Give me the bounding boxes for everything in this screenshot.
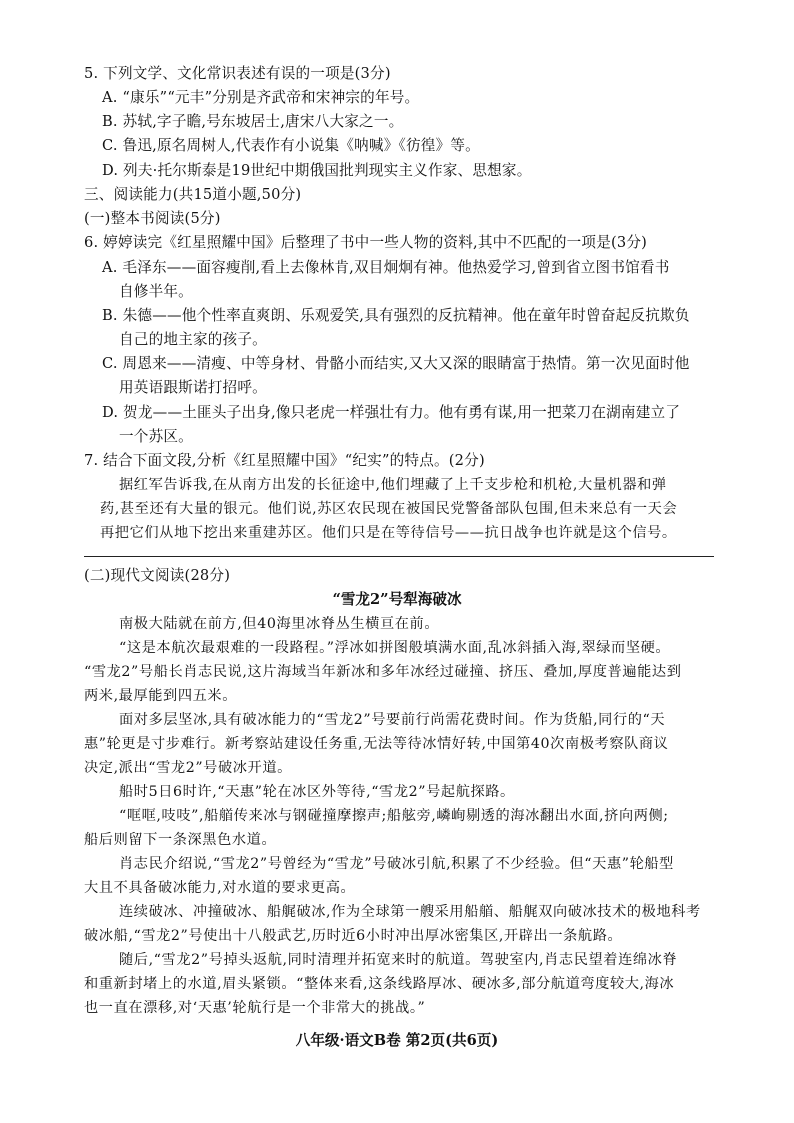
section-3-title: 三、阅读能力(共15道小题,50分) [84, 186, 302, 203]
article-line: 连续破冰、冲撞破冰、船艉破冰,作为全球第一艘采用船艏、船艉双向破冰技术的极地科考 [119, 904, 701, 920]
article-line: 船时5日6时许,“天惠”轮在冰区外等待,“雪龙2”号起航探路。 [119, 784, 515, 800]
article-line: 面对多层坚冰,具有破冰能力的“雪龙2”号要前行尚需花费时间。作为货船,同行的“天 [119, 712, 666, 728]
article-line: 大且不具备破冰能力,对水道的要求更高。 [84, 880, 356, 896]
part-1-title: (一)整本书阅读(5分) [84, 210, 221, 227]
article-line: 肖志民介绍说,“雪龙2”号曾经为“雪龙”号破冰引航,积累了不少经验。但“天惠”轮船型 [119, 856, 674, 872]
question-6-option-a-cont: 自修半年。 [119, 283, 193, 300]
article-line: 破冰船,“雪龙2”号使出十八般武艺,历时近6小时冲出厚冰密集区,开辟出一条航路。 [84, 928, 623, 944]
article-line: “雪龙2”号船长肖志民说,这片海域当年新冰和多年冰经过碰撞、挤压、叠加,厚度普遍能达到 [84, 664, 682, 680]
article-line: 决定,派出“雪龙2”号破冰开道。 [84, 760, 292, 776]
question-7-stem: 7. 结合下面文段,分析《红星照耀中国》“纪实”的特点。(2分) [84, 452, 485, 469]
question-6-option-c-cont: 用英语跟斯诺打招呼。 [119, 379, 267, 396]
question-6-option-d-cont: 一个苏区。 [119, 428, 193, 445]
question-5-option-d: D. 列夫·托尔斯泰是19世纪中期俄国批判现实主义作家、思想家。 [102, 162, 532, 179]
article-line: “这是本航次最艰难的一段路程。”浮冰如拼图般填满水面,乱冰斜插入海,翠绿而坚硬。 [119, 640, 671, 656]
question-6-option-c: C. 周恩来——清瘦、中等身材、骨骼小而结实,又大又深的眼睛富于热情。第一次见面时他 [102, 355, 690, 372]
part-2-title: (二)现代文阅读(28分) [84, 567, 231, 584]
question-7-excerpt-line: 据红军告诉我,在从南方出发的长征途中,他们埋藏了上千支步枪和机枪,大量机器和弹 [119, 477, 667, 493]
article-line: “哐哐,吱吱”,船艏传来冰与钢碰撞摩擦声;船舷旁,嶙峋剔透的海冰翻出水面,挤向两侧; [119, 808, 669, 824]
article-line: 南极大陆就在前方,但40海里冰脊丛生横亘在前。 [119, 616, 440, 632]
question-5-option-b: B. 苏轼,字子瞻,号东坡居士,唐宋八大家之一。 [102, 113, 404, 130]
question-7-excerpt-line: 再把它们从地下挖出来重建苏区。他们只是在等待信号——抗日战争也许就是这个信号。 [100, 525, 677, 541]
article-line: 也一直在漂移,对‘天惠’轮航行是一个非常大的挑战。” [84, 1000, 426, 1016]
answer-line [84, 556, 714, 557]
question-6-option-a: A. 毛泽东——面容瘦削,看上去像林肯,双目炯炯有神。他热爱学习,曾到省立图书馆看书 [102, 259, 670, 276]
question-6-option-b: B. 朱德——他个性率直爽朗、乐观爱笑,具有强烈的反抗精神。他在童年时曾奋起反抗欺负 [102, 307, 690, 324]
question-6-stem: 6. 婷婷读完《红星照耀中国》后整理了书中一些人物的资料,其中不匹配的一项是(3分) [84, 234, 648, 251]
article-line: 惠”轮更是寸步难行。新考察站建设任务重,无法等待冰情好转,中国第40次南极考察队商议 [84, 736, 669, 752]
article-line: 船后则留下一条深黑色水道。 [84, 832, 277, 848]
question-7-excerpt-line: 药,甚至还有大量的银元。他们说,苏区农民现在被国民党警备部队包围,但未来总有一天会 [100, 501, 678, 517]
question-5-stem: 5. 下列文学、文化常识表述有误的一项是(3分) [84, 65, 391, 82]
question-6-option-d: D. 贺龙——土匪头子出身,像只老虎一样强壮有力。他有勇有谋,用一把菜刀在湖南建立了 [102, 404, 681, 421]
question-6-option-b-cont: 自己的地主家的孩子。 [119, 331, 267, 348]
article-title: “雪龙2”号犁海破冰 [332, 591, 462, 608]
article-line: 随后,“雪龙2”号掉头返航,同时清理并拓宽来时的航道。驾驶室内,肖志民望着连绵冰脊 [119, 952, 678, 968]
page-footer: 八年级·语文B卷 第2页(共6页) [295, 1032, 499, 1049]
question-5-option-a: A. “康乐”“元丰”分别是齐武帝和宋神宗的年号。 [102, 89, 420, 106]
article-line: 两米,最厚能到四五米。 [84, 688, 237, 704]
question-5-option-c: C. 鲁迅,原名周树人,代表作有小说集《呐喊》《彷徨》等。 [102, 137, 480, 154]
article-line: 和重新封堵上的水道,眉头紧锁。“整体来看,这条线路厚冰、硬冰多,部分航道弯度较大,海冰 [84, 976, 675, 992]
